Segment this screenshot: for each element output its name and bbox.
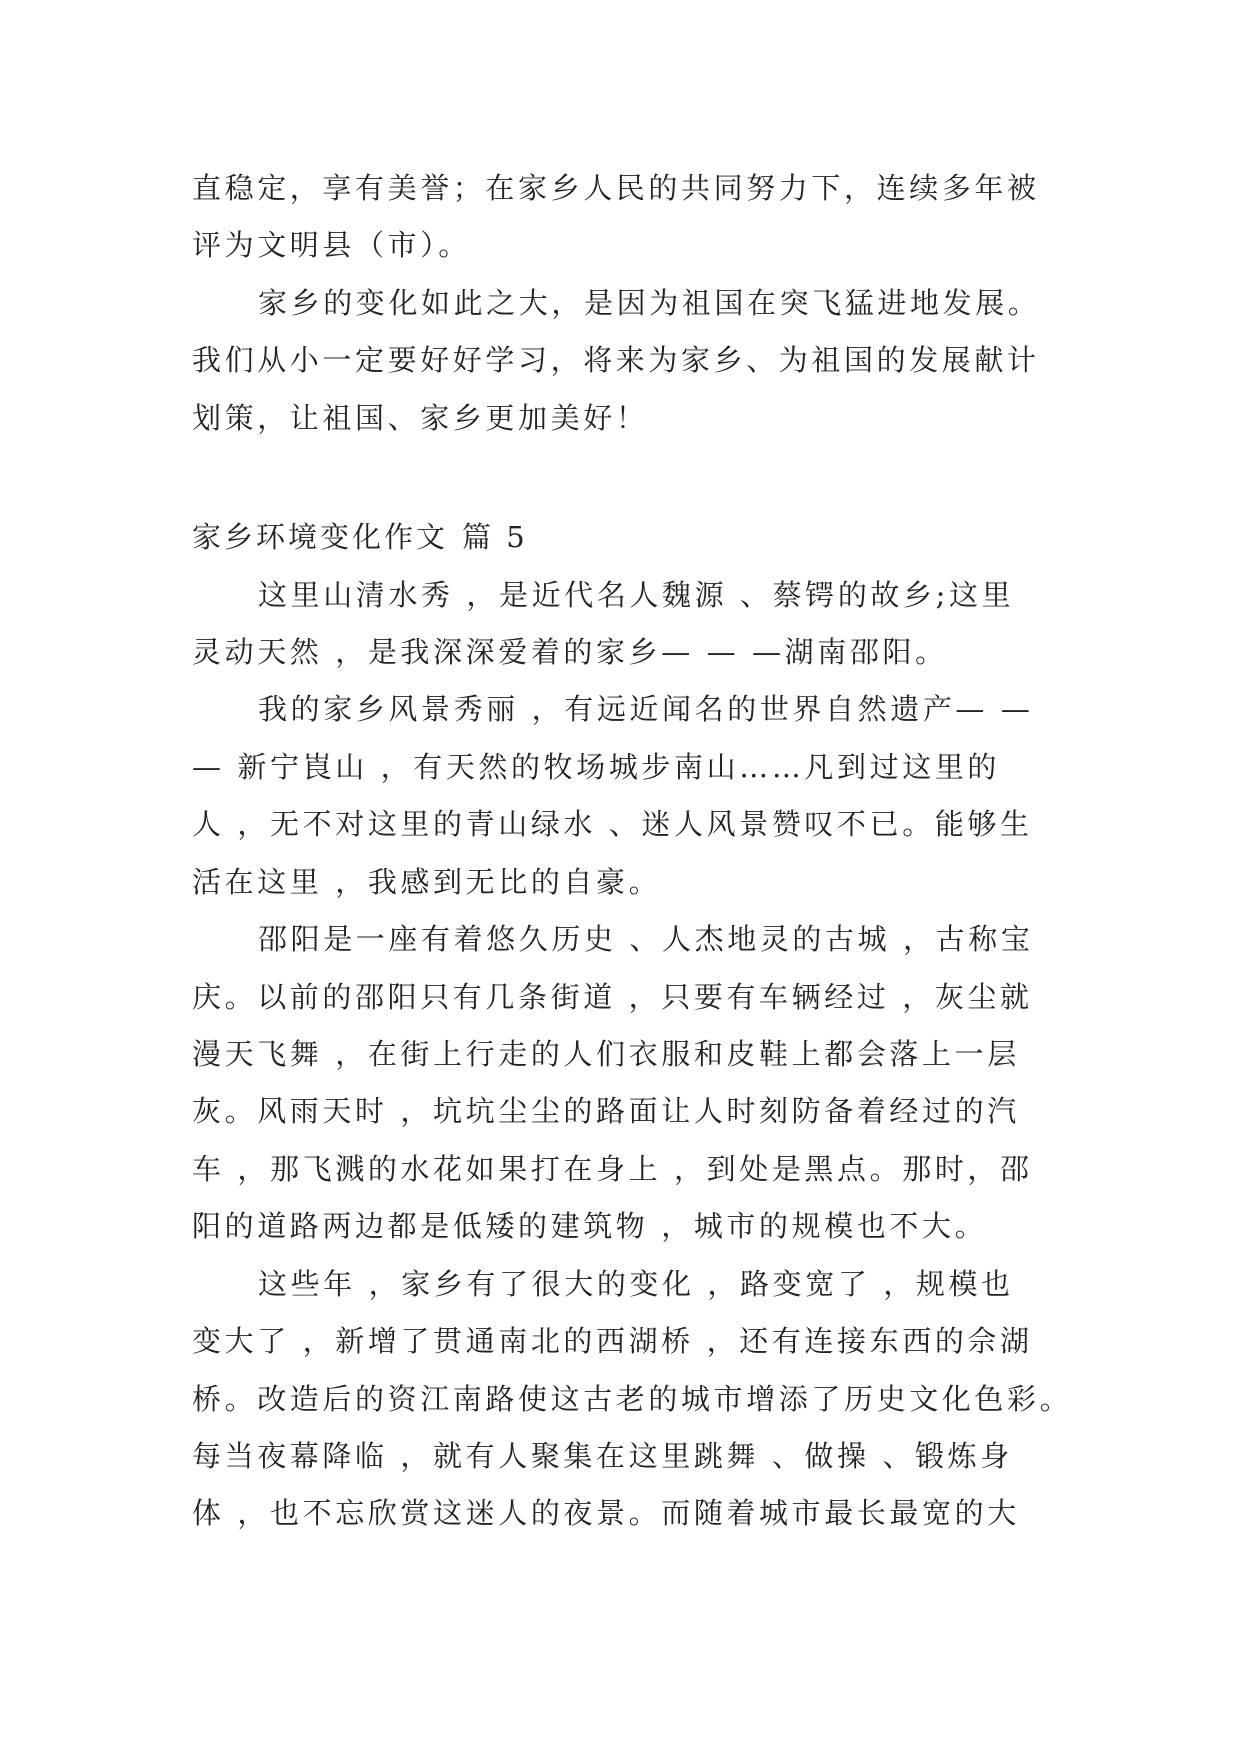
text-line: 庆。以前的邵阳只有几条街道 ，只要有车辆经过 ，灰尘就 [192, 980, 1033, 1014]
text-line: 车 ，那飞溅的水花如果打在身上 ，到处是黑点。那时，邵 [192, 1152, 1033, 1186]
text-line: 活在这里 ，我感到无比的自豪。 [192, 865, 662, 899]
heading-number: 篇 5 [462, 520, 528, 554]
section-heading [192, 517, 528, 557]
text-line: 变大了 ，新增了贯通南北的西湖桥 ，还有连接东西的佘湖 [192, 1324, 1033, 1358]
text-line: 我们从小一定要好好学习，将来为家乡、为祖国的发展献计 [192, 343, 1040, 377]
heading-title: 家乡环境变化作文 [192, 520, 449, 554]
text-line: 邵阳是一座有着悠久历史 、人杰地灵的古城 ，古称宝 [258, 922, 1034, 956]
text-line: 阳的道路两边都是低矮的建筑物 ，城市的规模也不大。 [192, 1209, 988, 1243]
text-line: — 新宁崀山 ，有天然的牧场城步南山……凡到过这里的 [192, 750, 1001, 784]
text-line: 这里山清水秀 ，是近代名人魏源 、蔡锷的故乡;这里 [258, 578, 1015, 612]
text-line: 这些年 ，家乡有了很大的变化 ，路变宽了 ，规模也 [258, 1267, 1014, 1301]
text-line: 划策，让祖国、家乡更加美好！ [192, 401, 649, 435]
text-line: 每当夜幕降临 ，就有人聚集在这里跳舞 、做操 、锻炼身 [192, 1439, 1013, 1473]
text-line: 灰。风雨天时 ，坑坑尘尘的路面让人时刻防备着经过的汽 [192, 1094, 1020, 1128]
text-line: 体 ，也不忘欣赏这迷人的夜景。而随着城市最长最宽的大 [192, 1496, 1020, 1530]
text-line: 评为文明县（市）。 [192, 228, 471, 262]
text-line: 漫天飞舞 ，在街上行走的人们衣服和皮鞋上都会落上一层 [192, 1037, 1020, 1071]
text-line: 家乡的变化如此之大，是因为祖国在突飞猛进地发展。 [258, 286, 1041, 320]
text-line: 灵动天然 ，是我深深爱着的家乡— — —湖南邵阳。 [192, 635, 948, 669]
text-line: 桥。改造后的资江南路使这古老的城市增添了历史文化色彩。 [192, 1382, 1073, 1416]
text-line: 我的家乡风景秀丽 ，有远近闻名的世界自然遗产— — [258, 692, 1034, 726]
text-line: 直稳定，享有美誉；在家乡人民的共同努力下，连续多年被 [192, 171, 1040, 205]
text-line: 人 ，无不对这里的青山绿水 、迷人风景赞叹不已。能够生 [192, 807, 1033, 841]
